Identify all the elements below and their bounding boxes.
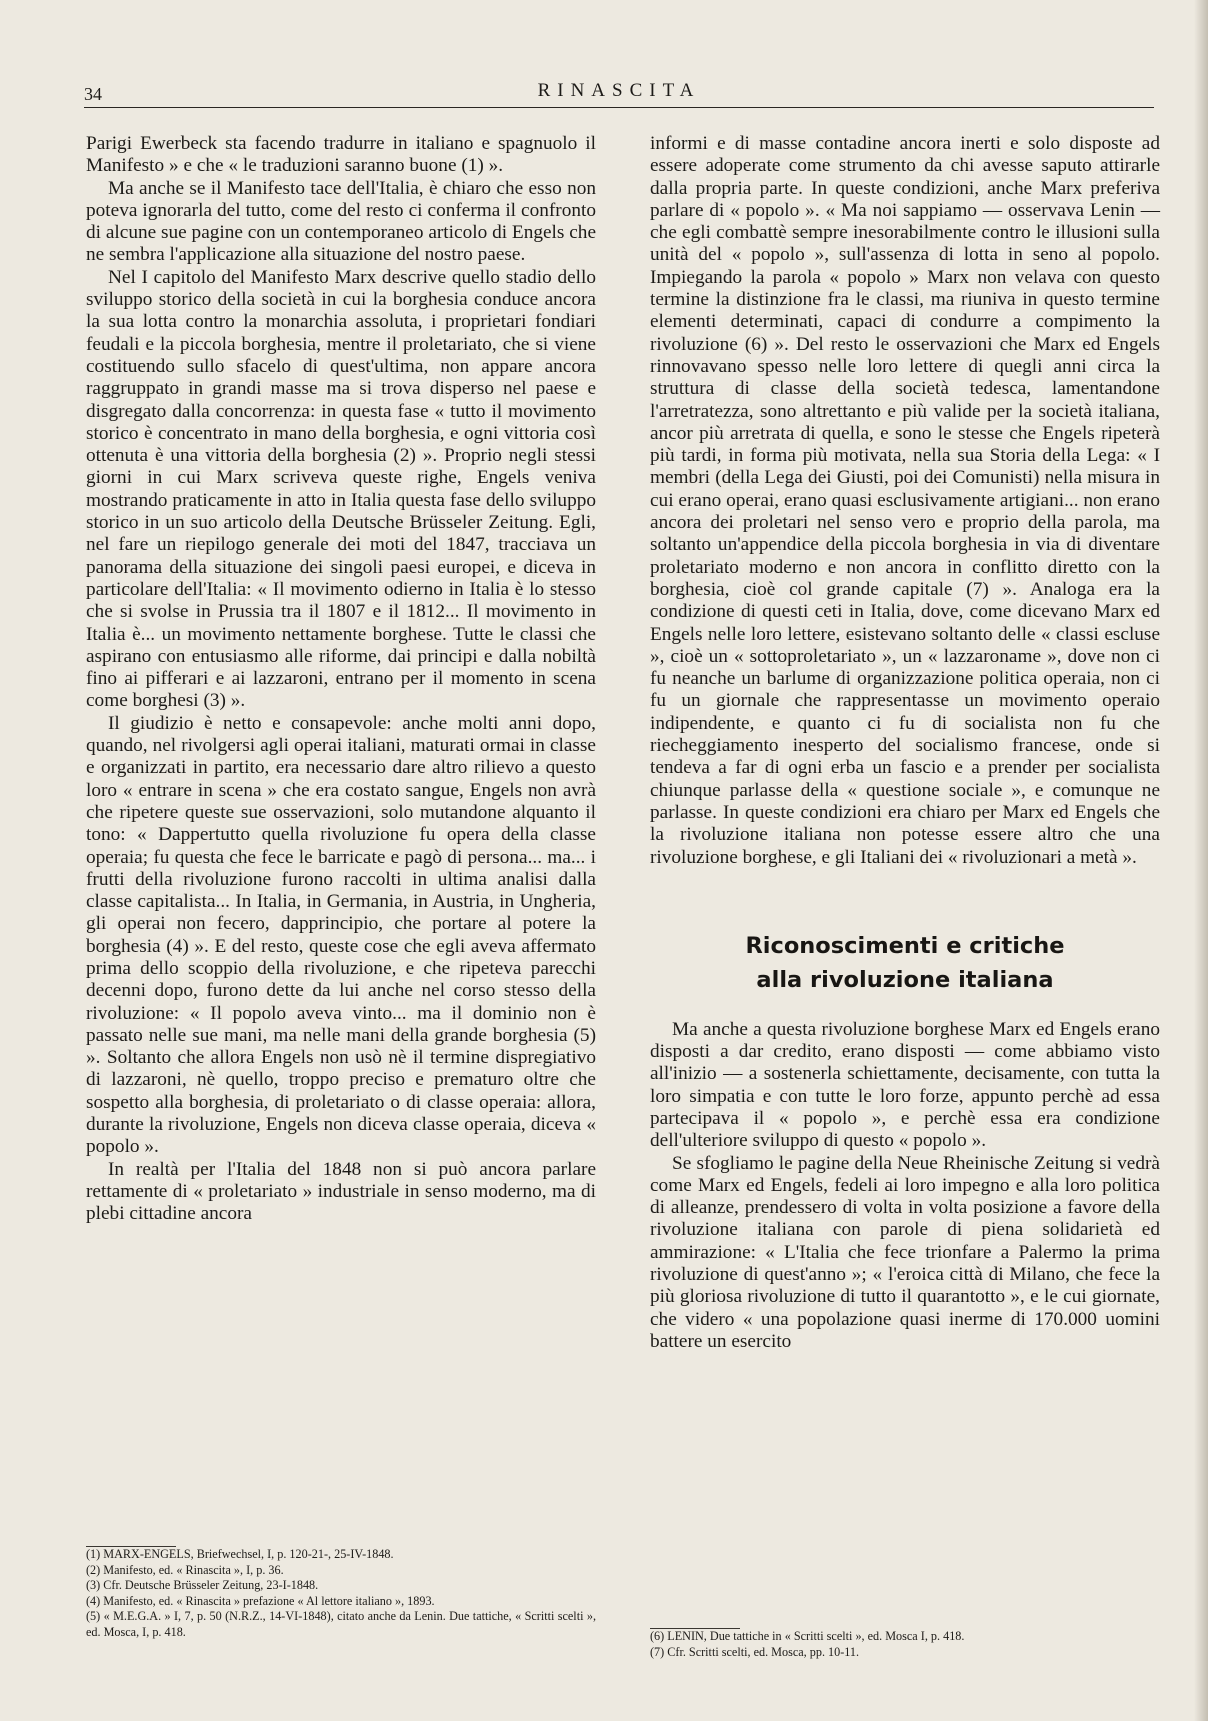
paragraph: informi e di masse contadine ancora inerti e solo disposte ad essere adoperate come strumento da chi avesse saputo attirarle dalla propria parte. In queste condizioni, anche Marx preferiva parlare di « popolo ». « Ma noi sappiamo — osservava Lenin — che egli combattè sempre inesorabilmente contro le illusioni sulla unità del « popolo », sull'assenza di lotta in seno al popolo. Impiegando la parola « popolo » Marx non velava con questo termine la distinzione fra le classi, ma riuniva in questo termine elementi determinati, capaci di condurre a compimento la rivoluzione (6) ». Del resto le osservazioni che Marx ed Engels rinnovavano spesso nelle loro lettere di quegli anni circa la struttura di classe della società tedesca, lamentandone l'arretratezza, sono altrettanto e più valide per la società italiana, ancor più arretrata di quella, e sono le stesse che Engels ripeterà più tardi, in forma più motivata, nella sua Storia della Lega: « I membri (della Lega dei Giusti, poi dei Comunisti) nella misura in cui erano operai, erano quasi esclusivamente artigiani... non erano ancora dei proletari nel senso vero e proprio della parola, ma soltanto un'appendice della piccola borghesia in via di diventare proletariato moderno e non ancora in conflitto diretto con la borghesia, cioè col grande capitale (7) ». Analoga era la condizione di questi ceti in Italia, dove, come dicevano Marx ed Engels nelle loro lettere, esistevano soltanto delle « classi escluse », cioè un « sottoproletariato », un « lazzaroname », dove non ci fu neanche un barlume di organizzazione politica operaia, non ci fu un giornale che rappresentasse un movimento operaio indipendente, e quanto ci fu di socialista non fu che riecheggiamento inesperto del socialismo francese, onde si tendeva a far di ogni erba un fascio e a prender per socialista chiunque parlasse della « questione sociale », e comunque ne parlasse. In queste condizioni era chiaro per Marx ed Engels che la rivoluzione italiana non potesse essere altro che una rivoluzione borghese, e gli Italiani dei « rivoluzionari a metà ». [650,133,1160,868]
header-rule [84,107,1154,108]
paragraph: Se sfogliamo le pagine della Neue Rheinische Zeitung si vedrà come Marx ed Engels, fedeli ai loro impegno e alla loro politica di alleanze, prendessero di volta in volta posizione a favore della rivoluzione italiana con parole di piena solidarietà ed ammirazione: « L'Italia che fece trionfare a Palermo la prima rivoluzione di quest'anno »; « l'eroica città di Milano, che fece la più gloriosa rivoluzione di tutto il quarantotto », e le cui giornate, che videro « una popolazione quasi inerme di 170.000 uomini battere un esercito [650,1152,1160,1352]
page-edge-shadow [1194,0,1208,1721]
footnote: (7) Cfr. Scritti scelti, ed. Mosca, pp. 10-11. [650,1644,860,1659]
footnotes-right [650,1628,1160,1660]
paragraph: Il giudizio è netto e consapevole: anche molti anni dopo, quando, nel rivolgersi agli operai italiani, maturati ormai in classe e organizzati in partito, era necessario dare altro rilievo a questo loro « entrare in scena » che era costato sangue, Engels non avrà che ripetere queste sue osservazioni, solo mutandone alquanto il tono: « Dappertutto quella rivoluzione fu opera della classe operaia; fu questa che fece le barricate e pagò di persona... ma... i frutti della rivoluzione furono raccolti in ultima analisi dalla classe capitalista... In Italia, in Germania, in Austria, in Ungheria, gli operai non fecero, dapprincipio, che portare al potere la borghesia (4) ». E del resto, queste cose che egli aveva affermato prima dello scoppio della rivoluzione, e che ripeteva parecchi decenni dopo, furono dette da lui anche nel corso stesso della rivoluzione: « Il popolo aveva vinto... ma il dominio non è passato nelle sue mani, ma nelle mani della grande borghesia (5) ». Soltanto che allora Engels non usò nè il termine dispregiativo di lazzaroni, nè quello, troppo preciso e prematuro oltre che sospetto alla borghesia, di proletariato o di classe operaia: allora, durante la rivoluzione, Engels non diceva classe operaia, diceva « popolo ». [86,712,596,1158]
paragraph: Ma anche a questa rivoluzione borghese Marx ed Engels erano disposti a dar credito, erano disposti — come abbiamo visto all'inizio — a sostenerla schiettamente, decisamente, con tutta la loro simpatia e con tutte le loro forze, appunto perchè ad essa partecipava il « popolo », e perchè essa era condizione dell'ulteriore sviluppo di questo « popolo ». [650,1018,1160,1152]
footnote: (4) Manifesto, ed. « Rinascita » prefazione « Al lettore italiano », 1893. [86,1593,435,1608]
left-column [86,133,596,1226]
footnotes-left [86,1546,596,1640]
footnote: (6) LENIN, Due tattiche in « Scritti scelti », ed. Mosca I, p. 418. [650,1629,965,1643]
footnote: (2) Manifesto, ed. « Rinascita », I, p. 36. [86,1562,284,1577]
paragraph: Ma anche se il Manifesto tace dell'Italia, è chiaro che esso non poteva ignorarla del tutto, come del resto ci conferma il confronto di alcune sue pagine con un contemporaneo articolo di Engels che ne sembra l'applicazione alla situazione del nostro paese. [86,177,596,266]
right-column [650,133,1160,1353]
section-heading [650,929,1160,997]
paragraph: Parigi Ewerbeck sta facendo tradurre in italiano e spagnuolo il Manifesto » e che « le traduzioni saranno buone (1) ». [86,133,596,177]
paragraph: In realtà per l'Italia del 1848 non si può ancora parlare rettamente di « proletariato » industriale in senso moderno, ma di plebi cittadine ancora [86,1158,596,1225]
page-header [84,78,1154,108]
section-title-line-2: alla rivoluzione italiana [756,966,1054,993]
journal-title: RINASCITA [537,80,701,101]
paragraph: Nel I capitolo del Manifesto Marx descrive quello stadio dello sviluppo storico della società in cui la borghesia conduce ancora la sua lotta contro la monarchia assoluta, i proprietari fondiari feudali e la piccola borghesia, mentre il proletariato, che si viene costituendo sullo sfacelo di quest'ultima, non appare ancora raggruppato in grandi masse ma si trova disperso nel paese e disgregato dalla concorrenza: in questa fase « tutto il movimento storico è concentrato in mano della borghesia, e ogni vittoria così ottenuta è una vittoria della borghesia (2) ». Proprio negli stessi giorni in cui Marx scriveva queste righe, Engels veniva mostrando praticamente in atto in Italia questa fase dello sviluppo storico in un suo articolo della Deutsche Brüsseler Zeitung. Egli, nel fare un riepilogo generale dei moti del 1847, tracciava un panorama della situazione dei singoli paesi europei, e diceva in particolare dell'Italia: « Il movimento odierno in Italia è lo stesso che si svolse in Prussia tra il 1807 e il 1812... Il movimento in Italia è... un movimento nettamente borghese. Tutte le classi che aspirano con entusiasmo alle riforme, dai principi e dalla nobiltà fino ai pifferari e ai lazzaroni, entrano per il momento in scena come borghesi (3) ». [86,266,596,712]
page-number: 34 [84,84,102,104]
footnote: (1) MARX-ENGELS, Briefwechsel, I, p. 120-21-, 25-IV-1848. [86,1547,394,1561]
footnote: (5) « M.E.G.A. » I, 7, p. 50 (N.R.Z., 14-VI-1848), citato anche da Lenin. Due tattiche, « Scritti scelti », ed. Mosca, I, p. 418. [86,1609,596,1639]
footnote: (3) Cfr. Deutsche Brüsseler Zeitung, 23-I-1848. [86,1578,319,1592]
section-title-line-1: Riconoscimenti e critiche [745,932,1065,959]
